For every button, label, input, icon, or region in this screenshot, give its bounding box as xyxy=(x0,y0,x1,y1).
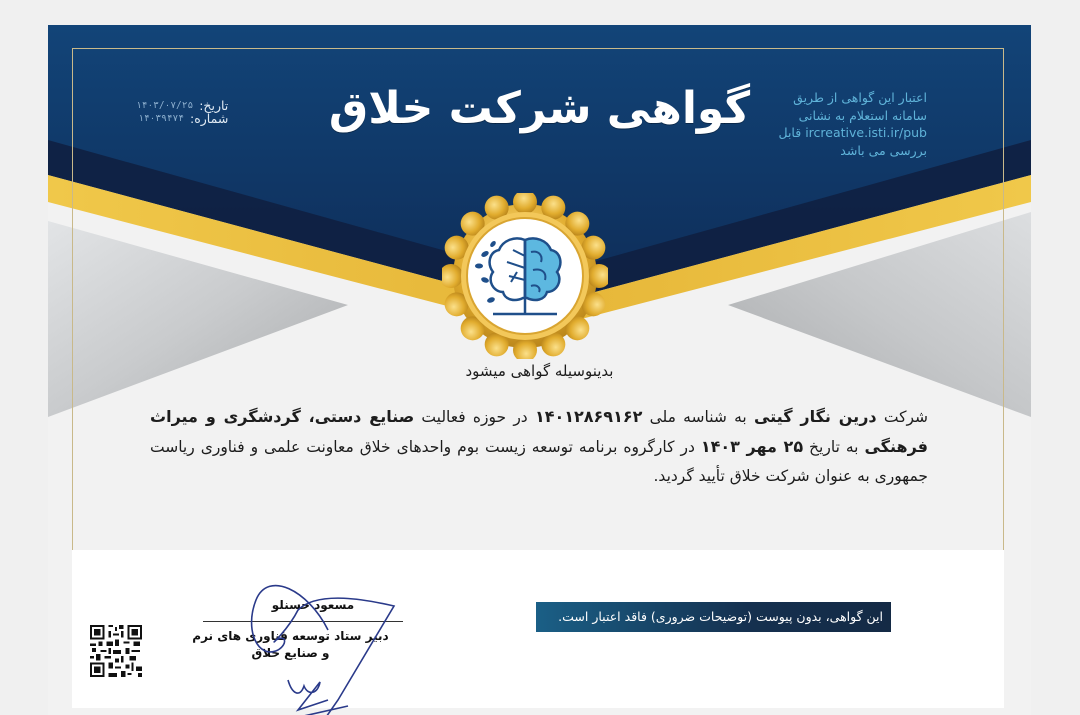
validity-line-4: بررسی می باشد xyxy=(840,142,927,158)
signatory-title-line-1: دبیر ستاد توسعه فناوری های نرم xyxy=(192,629,389,643)
body-text-5: در کارگروه برنامه توسعه زیست بوم واحدهای خلاق معاونت علمی و فناوری ریاست جمهوری به عنوان شرکت خلاق تأیید گردید. xyxy=(150,438,928,485)
attachment-notice: این گواهی، بدون پیوست (توضیحات ضروری) فاقد اعتبار است. xyxy=(536,602,891,632)
signatory-name: مسعود حسنلو xyxy=(271,598,355,612)
certificate-body xyxy=(150,402,928,491)
brain-tree-icon xyxy=(442,193,608,359)
validity-line-2: سامانه استعلام به نشانی xyxy=(798,107,927,123)
company-name: درین نگار گیتی xyxy=(753,407,877,426)
signatory-title xyxy=(178,628,403,662)
signature-line xyxy=(203,621,403,622)
intro-text: بدینوسیله گواهی میشود xyxy=(465,362,614,380)
certificate-title: گواهی شرکت خلاق xyxy=(328,83,751,134)
certificate xyxy=(48,25,1031,715)
certificate-meta xyxy=(136,99,228,125)
body-text-2: به شناسه ملی xyxy=(642,408,754,426)
body-text-4: به تاریخ xyxy=(803,438,865,456)
date-value: ۱۴۰۳/۰۷/۲۵ xyxy=(136,100,194,111)
signatory-title-line-2: و صنایع خلاق xyxy=(251,646,330,660)
approval-date: ۲۵ مهر ۱۴۰۳ xyxy=(700,437,804,456)
qr-code-icon[interactable] xyxy=(90,625,142,677)
body-text-3: در حوزه فعالیت xyxy=(414,408,535,426)
national-id: ۱۴۰۱۲۸۶۹۱۶۲ xyxy=(534,407,643,426)
number-value: ۱۴۰۳۹۴۷۴ xyxy=(138,113,184,124)
number-row xyxy=(136,112,228,125)
date-label: تاریخ: xyxy=(199,98,229,113)
body-text-1: شرکت xyxy=(876,408,928,426)
number-label: شماره: xyxy=(189,111,229,126)
activity-field: صنایع دستی، گردشگری و میراث فرهنگی xyxy=(150,407,929,456)
validity-line-1: اعتبار این گواهی از طریق xyxy=(793,90,927,105)
validity-line-3-url: ircreative.isti.ir/pub قابل xyxy=(778,125,927,140)
validity-note xyxy=(757,89,927,159)
